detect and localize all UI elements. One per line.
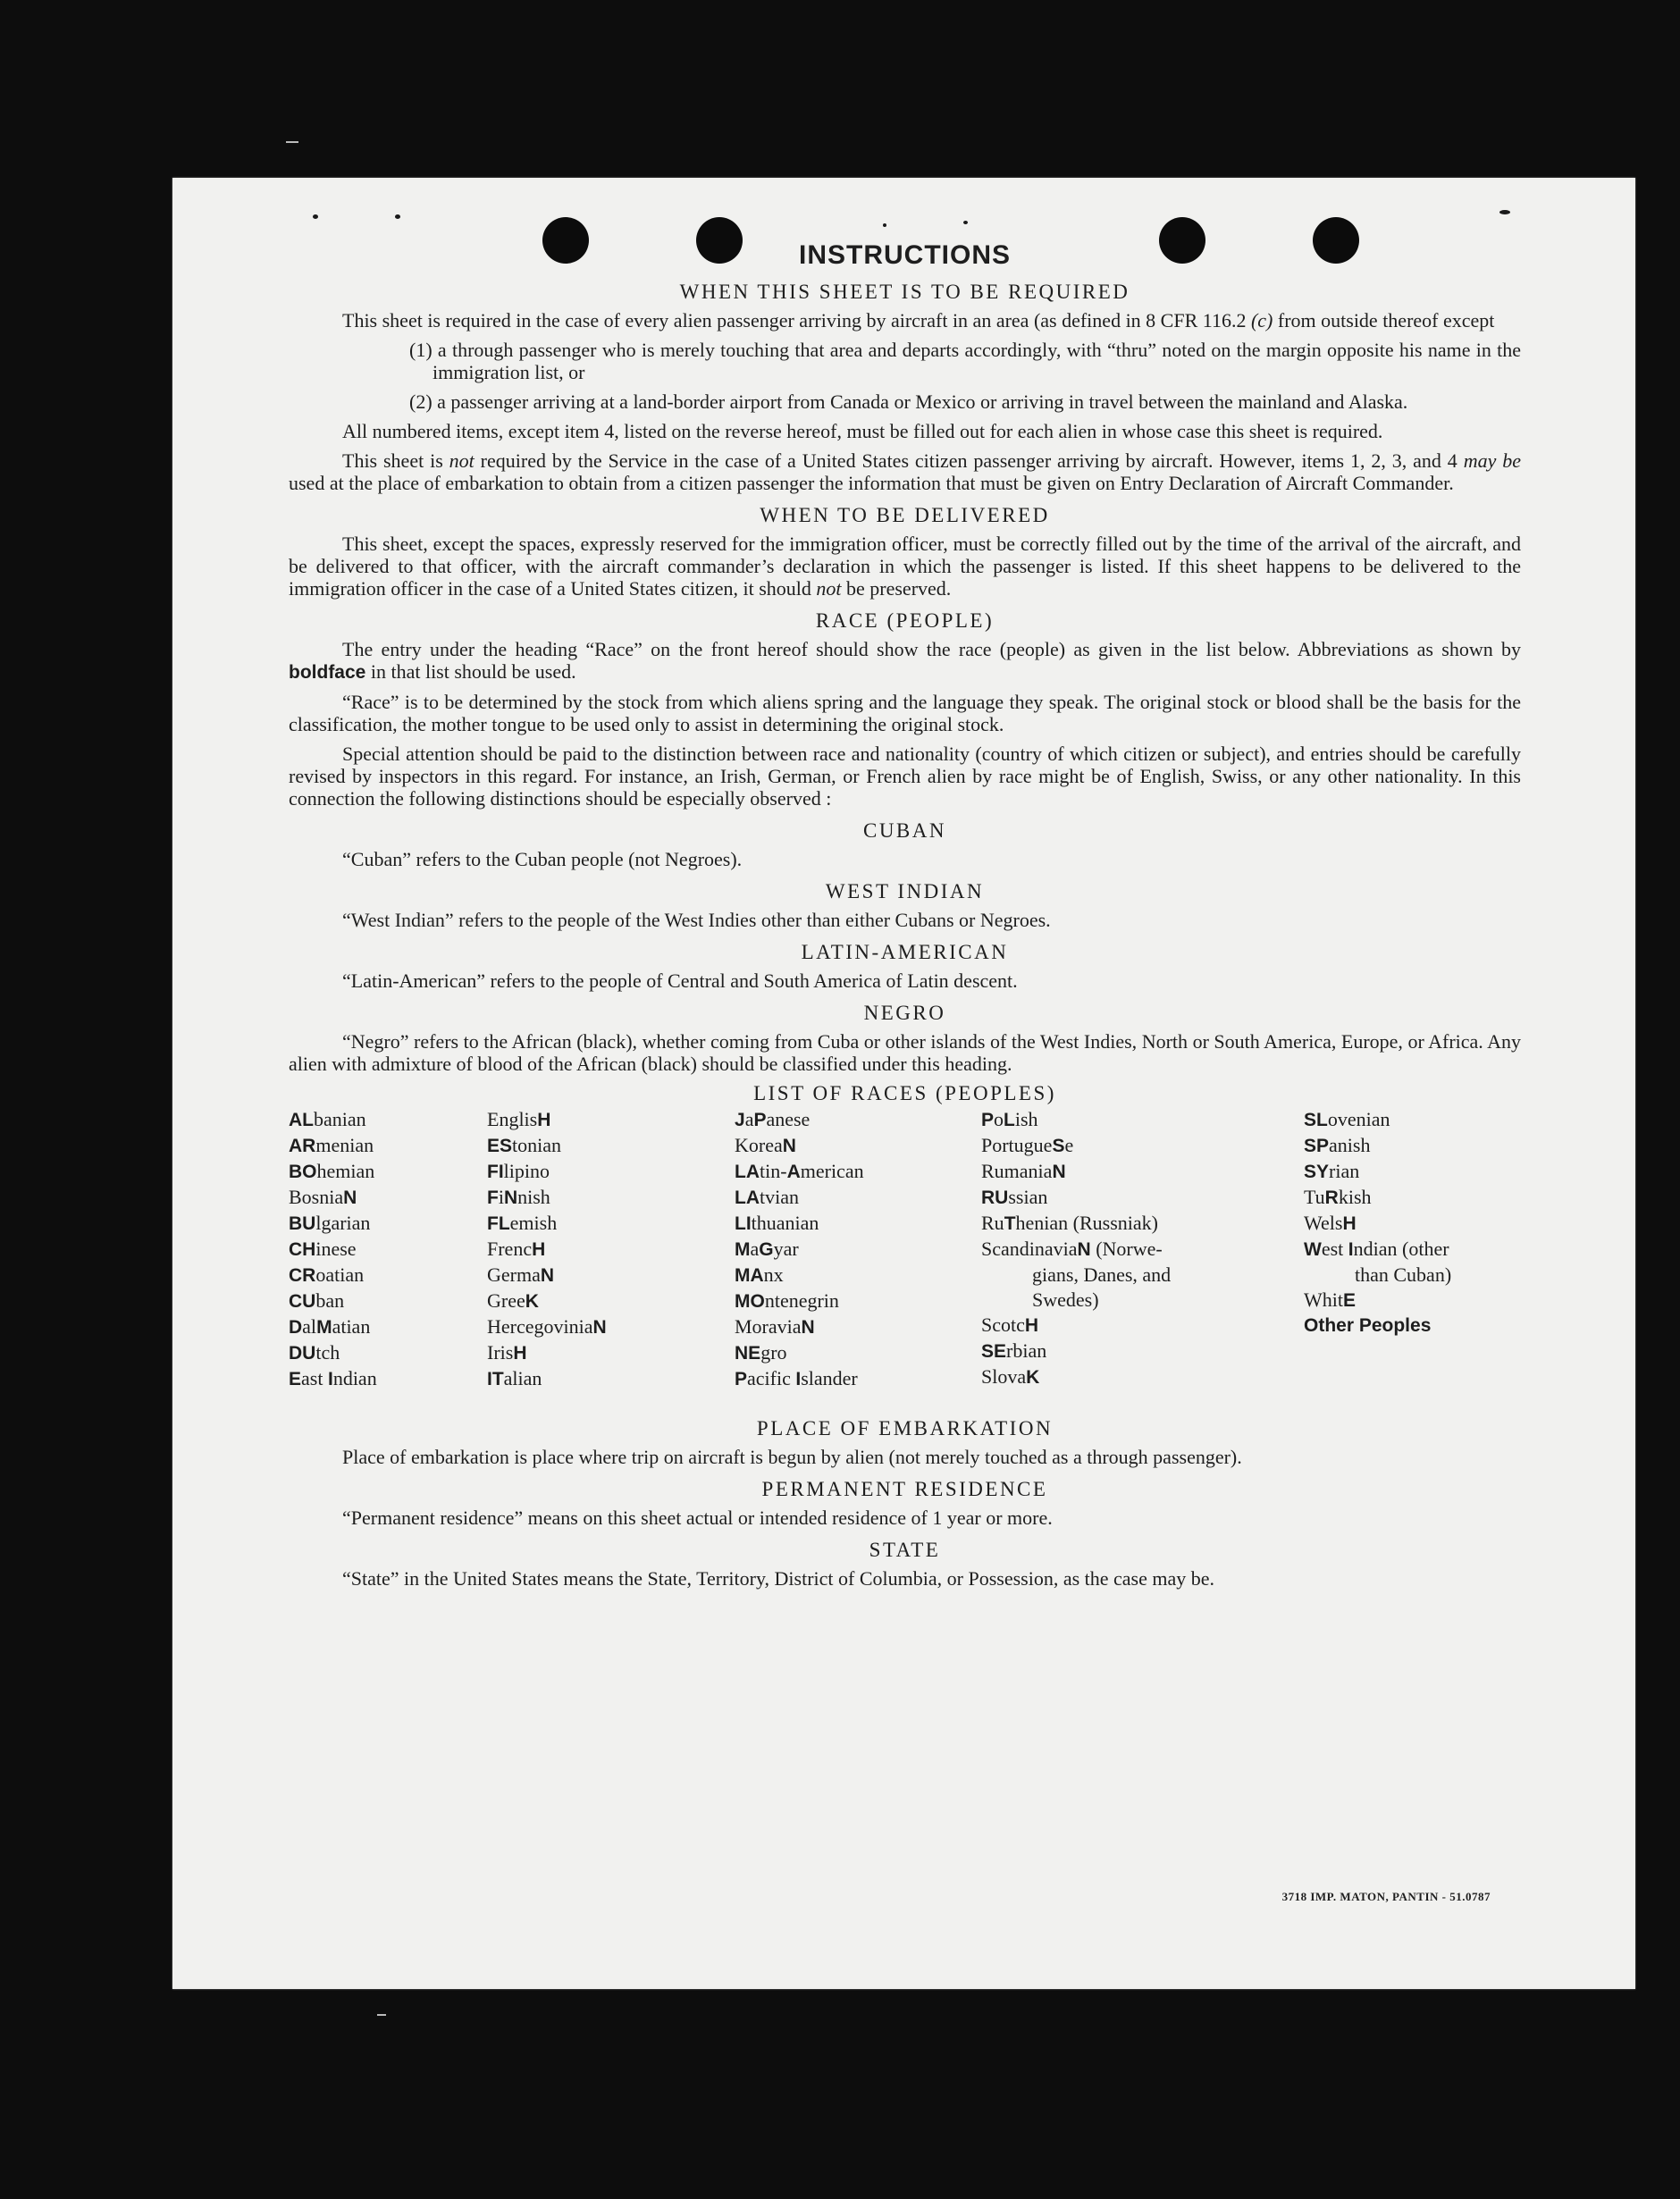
- paragraph: Special attention should be paid to the distinction between race and nationality (country of which citizen or subject), and entries should be carefully revised by inspectors in this regard. For instance, an Irish, German, or French alien by race might be of English, Swiss, or any other nationality. In this connection the following distinctions should be especially observed :: [289, 743, 1521, 810]
- paragraph: “Race” is to be determined by the stock from which aliens spring and the language they speak. The original stock or blood shall be the basis for the classification, the mother tongue to be used only to assist in determining the original stock.: [289, 691, 1521, 735]
- race-entry: BOhemian: [289, 1160, 375, 1182]
- paragraph: This sheet is not required by the Service in the case of a United States citizen passenger arriving by aircraft. However, items 1, 2, 3, and 4 may be used at the place of embarkation to obtain from a citizen passenger the information that must be given on Entry Declaration of Aircraft Commander.: [289, 449, 1522, 494]
- race-entry: DUtch: [289, 1341, 340, 1364]
- paragraph: “Permanent residence” means on this sheet actual or intended residence of 1 year or more.: [342, 1507, 1053, 1529]
- race-entry: WhitE: [1304, 1288, 1357, 1311]
- race-entry: LAtin-American: [735, 1160, 864, 1182]
- race-entry: FrencH: [487, 1238, 546, 1260]
- race-entry: East Indian: [289, 1367, 377, 1389]
- race-entry: West Indian (other: [1304, 1238, 1449, 1260]
- paragraph: This sheet, except the spaces, expressly reserved for the immigration officer, must be correctly filled out by the time of the arrival of the aircraft, and be delivered to that officer, with the aircraft commander’s declaration in which the passenger is listed. If this sheet happens to be delivered to the immigration officer in the case of a United States citizen, it should not be preserved.: [289, 533, 1521, 600]
- paragraph: “West Indian” refers to the people of the West Indies other than either Cubans or Negroes.: [342, 909, 1051, 931]
- race-entry: SErbian: [981, 1339, 1047, 1362]
- section-heading-required: WHEN THIS SHEET IS TO BE REQUIRED: [679, 281, 1130, 303]
- race-entry: JaPanese: [735, 1108, 811, 1130]
- paragraph: The entry under the heading “Race” on the front hereof should show the race (people) as given in the list below. Abbreviations as shown by boldface in that list should be used.: [289, 638, 1521, 683]
- list-item: (2) a passenger arriving at a land-border airport from Canada or Mexico or arriving in travel between the mainland and Alaska.: [409, 390, 1408, 413]
- section-heading-list-of-races: LIST OF RACES (PEOPLES): [753, 1082, 1056, 1104]
- race-entry: DalMatian: [289, 1315, 371, 1338]
- races-column: [289, 1107, 377, 1392]
- races-column: [487, 1107, 607, 1392]
- race-entry: RUssian: [981, 1186, 1048, 1208]
- dust-speck: [963, 221, 968, 224]
- race-entry: BosniaN: [289, 1186, 357, 1208]
- race-entry: PortugueSe: [981, 1134, 1074, 1156]
- paragraph: “Latin-American” refers to the people of Central and South America of Latin descent.: [342, 969, 1018, 992]
- dust-speck: [313, 214, 318, 219]
- race-entry: PoLish: [981, 1108, 1038, 1130]
- race-entry: MOntenegrin: [735, 1289, 839, 1312]
- races-column: [735, 1107, 864, 1392]
- race-entry: LIthuanian: [735, 1212, 819, 1234]
- race-entry: IrisH: [487, 1341, 527, 1364]
- race-entry: EStonian: [487, 1134, 562, 1156]
- race-entry: ARmenian: [289, 1134, 374, 1156]
- section-heading-state: STATE: [869, 1539, 941, 1561]
- section-heading-cuban: CUBAN: [862, 819, 946, 842]
- race-entry: ScandinaviaN (Norwe-: [981, 1238, 1163, 1260]
- race-entry: FIlipino: [487, 1160, 550, 1182]
- dust-speck: [1499, 210, 1510, 214]
- dust-speck: [395, 214, 400, 219]
- race-entry: GreeK: [487, 1289, 539, 1312]
- race-entry: FLemish: [487, 1212, 558, 1234]
- list-item: (1) a through passenger who is merely touching that area and departs accordingly, with “thru” noted on the margin opposite his name in the immigration list, or: [409, 339, 1521, 383]
- paragraph: This sheet is required in the case of every alien passenger arriving by aircraft in an area (as defined in 8 CFR 116.2 (c) from outside thereof except: [342, 309, 1495, 332]
- section-heading-residence: PERMANENT RESIDENCE: [761, 1478, 1048, 1500]
- scan-mark: [286, 141, 298, 143]
- section-heading-west-indian: WEST INDIAN: [825, 880, 985, 902]
- races-column: [981, 1107, 1171, 1390]
- race-entry: MoraviaN: [735, 1315, 815, 1338]
- race-entry: SYrian: [1304, 1160, 1360, 1182]
- paragraph: “Cuban” refers to the Cuban people (not Negroes).: [342, 848, 743, 870]
- race-entry: FiNnish: [487, 1186, 550, 1208]
- section-heading-delivered: WHEN TO BE DELIVERED: [760, 504, 1050, 526]
- instruction-sheet: [172, 178, 1635, 1989]
- races-column: [1304, 1107, 1451, 1339]
- instructions-content: [289, 240, 1521, 1597]
- race-entry: Pacific Islander: [735, 1367, 858, 1389]
- race-entry: LAtvian: [735, 1186, 799, 1208]
- section-heading-embarkation: PLACE OF EMBARKATION: [756, 1417, 1054, 1439]
- race-entry: RumaniaN: [981, 1160, 1066, 1182]
- race-entry: RuThenian (Russniak): [981, 1212, 1158, 1234]
- dust-speck: [883, 223, 886, 227]
- race-entry: ITalian: [487, 1367, 542, 1389]
- section-heading-negro: NEGRO: [863, 1002, 946, 1024]
- race-entry: MAnx: [735, 1263, 784, 1286]
- section-heading-race: RACE (PEOPLE): [815, 609, 995, 632]
- race-entry: KoreaN: [735, 1134, 796, 1156]
- race-entry: ScotcH: [981, 1314, 1039, 1336]
- race-entry: MaGyar: [735, 1238, 799, 1260]
- race-entry: NEgro: [735, 1341, 787, 1364]
- race-entry: WelsH: [1304, 1212, 1357, 1234]
- race-entry: Other Peoples: [1304, 1315, 1432, 1336]
- race-entry: ALbanian: [289, 1108, 366, 1130]
- paragraph: “Negro” refers to the African (black), whether coming from Cuba or other islands of the West Indies, North or South America, Europe, or Africa. Any alien with admixture of blood of the African (black) should be classified under this heading.: [289, 1030, 1521, 1075]
- paragraph: Place of embarkation is place where trip on aircraft is begun by alien (not merely touched as a through passenger).: [342, 1446, 1242, 1468]
- scan-mark: [377, 2014, 386, 2016]
- race-entry: SLovenian: [1304, 1108, 1390, 1130]
- race-entry: EnglisH: [487, 1108, 551, 1130]
- race-entry: CHinese: [289, 1238, 357, 1260]
- race-entry: CRoatian: [289, 1263, 365, 1286]
- race-entry: TuRkish: [1304, 1186, 1372, 1208]
- race-entry: BUlgarian: [289, 1212, 371, 1234]
- race-entry: CUban: [289, 1289, 345, 1312]
- paragraph: All numbered items, except item 4, listed on the reverse hereof, must be filled out for each alien in whose case this sheet is required.: [342, 420, 1383, 442]
- races-list: [289, 1107, 1521, 1407]
- race-entry: GermaN: [487, 1263, 555, 1286]
- page-title: INSTRUCTIONS: [799, 240, 1011, 270]
- race-entry: SlovaK: [981, 1365, 1040, 1388]
- race-entry: than Cuban): [1355, 1263, 1452, 1286]
- paragraph: “State” in the United States means the State, Territory, District of Columbia, or Possession, as the case may be.: [342, 1567, 1215, 1590]
- race-entry: gians, Danes, and: [1032, 1263, 1172, 1286]
- printer-imprint: 3718 IMP. MATON, PANTIN - 51.0787: [1281, 1890, 1491, 1903]
- race-entry: Swedes): [1032, 1288, 1099, 1311]
- race-entry: SPanish: [1304, 1134, 1371, 1156]
- section-heading-latin-american: LATIN-AMERICAN: [801, 941, 1009, 963]
- race-entry: HercegoviniaN: [487, 1315, 607, 1338]
